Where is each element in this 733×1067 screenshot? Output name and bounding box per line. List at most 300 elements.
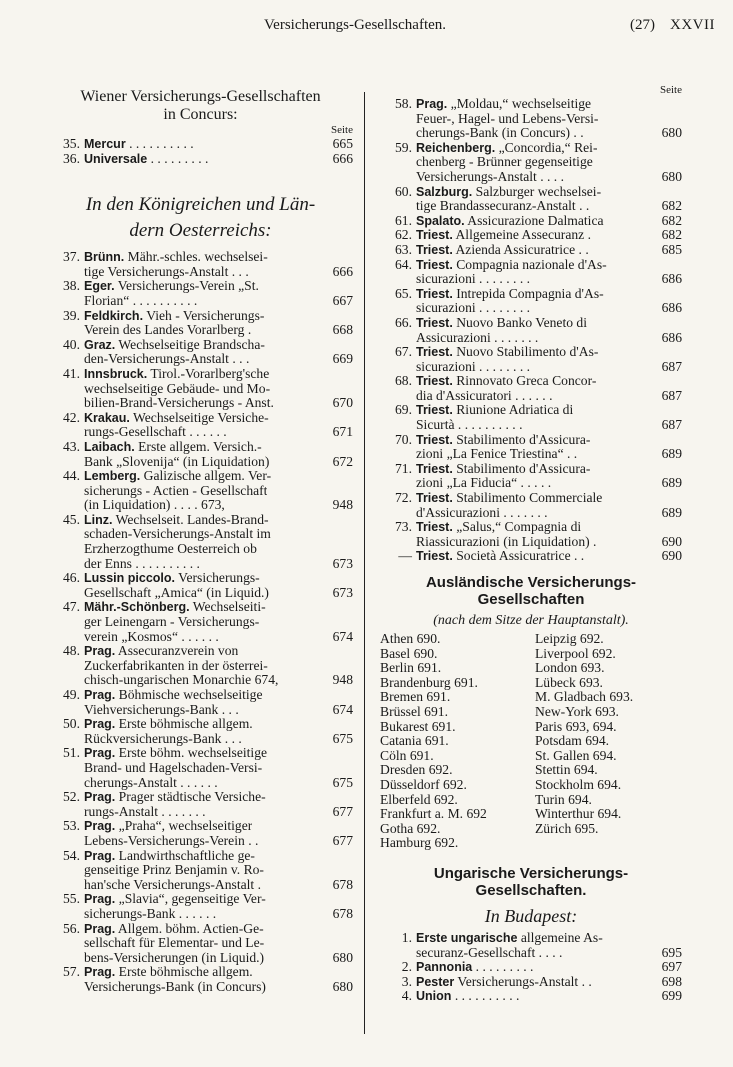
page-reference: 948 [332, 672, 353, 688]
list-item [48, 152, 353, 167]
entry-text: Prag. „Slavia“, gegenseitige Ver- [84, 892, 266, 907]
entry-text: Prag. Landwirthschaftliche ge- [84, 848, 255, 863]
entry-line [84, 527, 353, 542]
entry-place-name: Graz. [84, 337, 116, 352]
entry-text: Prag. „Moldau,“ wechselseitige [416, 97, 592, 111]
city-entry: Turin 694. [535, 791, 592, 807]
entry-text: Linz. Wechselseit. Landes-Brand- [84, 512, 269, 527]
entry-text: Feldkirch. Vieh - Versicherungs- [84, 308, 265, 323]
city-entry: Frankfurt a. M. 692 [380, 806, 487, 822]
entry-number: 42. [63, 409, 80, 425]
vienna-concurs-heading: Wiener Versicherungs-Gesellschaften in Concurs: [80, 88, 321, 123]
entry-place-name: Innsbruck. [84, 366, 148, 381]
entry-text: sicurazioni . . . . . . . . [416, 301, 531, 316]
entry-text: cherungs-Anstalt . . . . . . [84, 775, 218, 790]
seite-label: Seite [660, 84, 682, 96]
entry-line [416, 141, 682, 156]
entry-place-name: Triest. [416, 257, 453, 272]
concurs-list [48, 137, 353, 166]
list-item [48, 819, 353, 848]
entry-text: sicurazioni . . . . . . . . [416, 359, 531, 374]
entry-number: 46. [63, 570, 80, 586]
entry-text: bens-Versicherungen (in Liquid.) [84, 950, 265, 965]
entry-text: Versicherungs-Anstalt . . . . [416, 169, 564, 184]
page-reference: 669 [332, 351, 353, 367]
entry-line [416, 389, 682, 404]
entry-place-name: Mercur [84, 137, 126, 151]
city-entry: Bremen 691. [380, 689, 451, 705]
page-reference: 677 [332, 832, 353, 848]
city-entry: Cöln 691. [380, 747, 434, 763]
list-item [380, 141, 682, 185]
entry-number: 53. [63, 818, 80, 834]
page-reference: 690 [661, 548, 682, 564]
list-item [380, 491, 682, 520]
entry-place-name: Triest. [416, 403, 453, 418]
entry-line [84, 688, 353, 703]
entry-line [84, 396, 353, 411]
entry-place-name: Triest. [416, 228, 453, 243]
entry-text: verein „Kosmos“ . . . . . . [84, 629, 219, 644]
entry-text: chenberg - Brünner gegenseitige [416, 155, 593, 170]
entry-place-name: Triest. [416, 491, 453, 506]
entry-line [416, 549, 682, 564]
entry-text: Florian“ . . . . . . . . . . [84, 293, 198, 308]
list-item [380, 228, 682, 243]
entry-text: Triest. „Salus,“ Compagnia di [416, 520, 582, 535]
column-divider [364, 92, 365, 1034]
entry-text: Pannonia . . . . . . . . . [416, 960, 534, 975]
entry-text: rungs-Gesellschaft . . . . . . [84, 425, 227, 440]
hungarian-companies-heading: Ungarische Versicherungs- Gesellschaften. [433, 864, 629, 899]
entry-place-name: Prag. [84, 848, 116, 863]
city-entry: Hamburg 692. [380, 835, 459, 851]
entry-line [416, 520, 682, 535]
page-reference: 689 [661, 446, 682, 462]
entry-line [84, 338, 353, 353]
page-reference: 685 [661, 241, 682, 257]
seite-label: Seite [331, 124, 353, 136]
entry-line [416, 228, 682, 243]
entry-place-name: Lemberg. [84, 469, 141, 484]
entry-text: den-Versicherungs-Anstalt . . . [84, 352, 250, 367]
entry-number: 49. [63, 687, 80, 702]
page-reference: 673 [332, 555, 353, 571]
entry-text: Prag. Erste böhm. wechselseitige [84, 746, 268, 761]
entry-text: Feuer-, Hagel- und Lebens-Versi- [416, 111, 599, 126]
list-item [380, 549, 682, 564]
entry-text: dia d'Assicuratori . . . . . . [416, 388, 553, 403]
entry-text: Prag. Allgem. böhm. Actien-Ge- [84, 921, 264, 936]
entry-text: Innsbruck. Tirol.-Vorarlberg'sche [84, 366, 270, 381]
entry-line [416, 506, 682, 521]
city-entry: London 693. [535, 660, 605, 676]
page-reference: 948 [332, 497, 353, 513]
entry-text: Mercur . . . . . . . . . . [84, 137, 194, 151]
entry-number: 55. [63, 891, 80, 907]
entry-place-name: Triest. [416, 286, 453, 301]
entry-line [84, 586, 353, 601]
list-item [48, 922, 353, 966]
entry-line [416, 476, 682, 491]
entry-place-name: Salzburg. [416, 184, 473, 199]
entry-text: Pester Versicherungs-Anstalt . . [416, 974, 592, 989]
page-reference: 675 [332, 730, 353, 746]
entry-line [84, 557, 353, 572]
entry-text: sellschaft für Elementar- und Le- [84, 936, 265, 951]
entry-line [84, 761, 353, 776]
entry-line [416, 975, 682, 990]
page-reference: 671 [332, 424, 353, 440]
entry-text: schaden-Versicherungs-Anstalt im [84, 527, 271, 542]
entry-number: 58. [395, 96, 412, 111]
entry-line [84, 819, 353, 834]
entry-text: Triest. Stabilimento Commerciale [416, 491, 603, 506]
entry-place-name: Mähr.-Schönberg. [84, 600, 190, 615]
entry-line [84, 323, 353, 338]
entry-line [416, 258, 682, 273]
left-column [48, 88, 353, 994]
city-entry: Basel 690. [380, 645, 438, 661]
entry-place-name: Universale [84, 151, 148, 166]
entry-place-name: Prag. [416, 97, 448, 111]
list-item [380, 520, 682, 549]
entry-line [84, 790, 353, 805]
entry-number: 52. [63, 789, 80, 805]
list-item [48, 513, 353, 571]
entry-line [416, 214, 682, 229]
entry-text: zioni „La Fenice Triestina“ . . [416, 447, 578, 462]
entry-line [84, 630, 353, 645]
entry-number: 57. [63, 964, 80, 980]
entry-line [84, 294, 353, 309]
entry-line [84, 279, 353, 294]
entry-text: Lemberg. Galizische allgem. Ver- [84, 469, 272, 484]
page-reference: 697 [661, 959, 682, 975]
list-item [48, 746, 353, 790]
entry-line [84, 922, 353, 937]
entry-line [84, 615, 353, 630]
kingdoms-heading: In den Königreichen und Län- dern Oesterreichs: [85, 194, 316, 242]
city-entry: Lübeck 693. [535, 674, 603, 690]
page-reference: 678 [332, 876, 353, 892]
entry-place-name: Triest. [416, 520, 453, 535]
list-item [380, 97, 682, 141]
entry-line [416, 447, 682, 462]
entry-text: Triest. Azienda Assicuratrice . . [416, 242, 589, 257]
list-item [380, 960, 682, 975]
entry-text: bilien-Brand-Versicherungs - Anst. [84, 396, 274, 411]
entry-text: sicherungs-Bank . . . . . . [84, 906, 217, 921]
entry-number: 60. [395, 183, 412, 199]
page-reference: 672 [332, 453, 353, 469]
entry-line [84, 484, 353, 499]
entry-line [84, 644, 353, 659]
list-item [48, 892, 353, 921]
page-reference: 682 [661, 212, 682, 228]
entry-number: 73. [395, 519, 412, 535]
page-reference: 680 [661, 168, 682, 184]
entry-line [416, 199, 682, 214]
city-entry: New-York 693. [535, 703, 619, 719]
entry-number: 2. [401, 959, 412, 975]
entry-place-name: Prag. [84, 921, 116, 936]
entry-line [84, 382, 353, 397]
entry-text: Brand- und Hagelschaden-Versi- [84, 760, 263, 775]
page-reference: 682 [661, 198, 682, 214]
list-item [380, 287, 682, 316]
entry-number: 41. [63, 365, 80, 381]
entry-number: 45. [63, 511, 80, 527]
page-reference: 689 [661, 504, 682, 520]
entry-number: 64. [395, 256, 412, 272]
entry-line [84, 411, 353, 426]
entry-line [84, 732, 353, 747]
foreign-companies-heading: Ausländische Versicherungs- Gesellschaften [425, 574, 637, 608]
list-item [380, 931, 682, 960]
page-reference: 682 [661, 227, 682, 243]
list-item [48, 469, 353, 513]
entry-place-name: Brünn. [84, 250, 125, 265]
entry-line [84, 571, 353, 586]
foreign-subheading: (nach dem Sitze der Hauptanstalt). [433, 613, 629, 628]
entry-line [416, 301, 682, 316]
entry-place-name: Triest. [416, 345, 453, 360]
entry-line [416, 462, 682, 477]
entry-line [416, 433, 682, 448]
entry-text: (in Liquidation) . . . . 673, [84, 498, 225, 513]
entry-number: 47. [63, 599, 80, 615]
entry-text: Mähr.-Schönberg. Wechselseiti- [84, 600, 266, 615]
entry-line [84, 600, 353, 615]
city-entry: Gotha 692. [380, 820, 441, 836]
entry-text: Triest. Compagnia nazionale d'As- [416, 257, 607, 272]
entry-line [416, 418, 682, 433]
entry-line [84, 878, 353, 893]
entry-text: Prag. Prager städtische Versiche- [84, 790, 266, 805]
entry-place-name: Prag. [84, 688, 116, 702]
entry-place-name: Triest. [416, 432, 453, 447]
entry-text: der Enns . . . . . . . . . . [84, 556, 200, 571]
entry-text: Triest. Stabilimento d'Assicura- [416, 432, 591, 447]
entry-line [416, 272, 682, 287]
entry-line [416, 374, 682, 389]
page-reference: 680 [332, 949, 353, 965]
entry-text: Universale . . . . . . . . . [84, 151, 209, 166]
entry-number: 59. [395, 139, 412, 155]
entry-text: Gesellschaft „Amica“ (in Liquid.) [84, 585, 269, 600]
city-entry: Bukarest 691. [380, 718, 456, 734]
entry-number: 63. [395, 241, 412, 257]
list-item [380, 185, 682, 214]
page-reference: 695 [661, 944, 682, 960]
entry-number: — [398, 548, 412, 564]
entry-number: 37. [63, 249, 80, 265]
entry-place-name: Lussin piccolo. [84, 571, 175, 586]
entry-line [84, 352, 353, 367]
entry-line [416, 155, 682, 170]
entry-text: Laibach. Erste allgem. Versich.- [84, 439, 262, 454]
entry-line [416, 345, 682, 360]
entry-line [416, 491, 682, 506]
entry-line [84, 152, 353, 167]
entry-text: Union . . . . . . . . . . [416, 989, 520, 1004]
entry-text: Prag. Assecuranzverein von [84, 644, 239, 659]
entry-line [84, 863, 353, 878]
entry-text: Prag. „Praha“, wechselseitiger [84, 819, 253, 834]
entry-text: Prag. Erste böhmische allgem. [84, 717, 253, 732]
list-item [380, 243, 682, 258]
entry-text: sicherungs - Actien - Gesellschaft [84, 483, 268, 498]
list-item [48, 250, 353, 279]
entry-place-name: Triest. [416, 461, 453, 476]
entry-line [84, 542, 353, 557]
entry-place-name: Prag. [84, 746, 116, 761]
entry-text: cherungs-Bank (in Concurs) . . [416, 126, 584, 141]
entry-number: 44. [63, 468, 80, 484]
page-reference: 674 [332, 628, 353, 644]
city-entry: Potsdam 694. [535, 733, 610, 749]
entry-line [84, 980, 353, 995]
entry-line [416, 989, 682, 1004]
entry-text: chisch-ungarischen Monarchie 674, [84, 673, 279, 688]
city-entry: Berlin 691. [380, 660, 442, 676]
list-item [48, 571, 353, 600]
entry-number: 50. [63, 716, 80, 732]
entry-place-name: Triest. [416, 374, 453, 389]
page-reference: 677 [332, 803, 353, 819]
list-item [48, 790, 353, 819]
page-reference: 687 [661, 358, 682, 374]
entry-number: 67. [395, 344, 412, 360]
entry-place-name: Reichenberg. [416, 140, 496, 155]
entry-number: 39. [63, 307, 80, 323]
entry-line [416, 535, 682, 550]
page-number: (27) [630, 17, 655, 33]
entry-line [84, 469, 353, 484]
entry-text: Triest. Nuovo Banko Veneto di [416, 315, 587, 330]
entry-line [416, 126, 682, 141]
city-entry: Paris 693, 694. [535, 718, 617, 734]
kingdoms-list [48, 250, 353, 994]
entry-place-name: Triest. [416, 242, 453, 257]
entry-text: Bank „Slovenija“ (in Liquidation) [84, 454, 270, 469]
city-entry: Elberfeld 692. [380, 791, 458, 807]
entry-number: 71. [395, 460, 412, 476]
entry-line [84, 250, 353, 265]
entry-place-name: Prag. [84, 790, 116, 805]
entry-line [416, 97, 682, 112]
entry-text: Graz. Wechselseitige Brandscha- [84, 337, 265, 352]
roman-page-number: XXVII [670, 17, 715, 33]
entry-text: Triest. Società Assicuratrice . . [416, 549, 585, 564]
entry-line [84, 440, 353, 455]
list-item [380, 989, 682, 1004]
entry-text: Triest. Riunione Adriatica di [416, 403, 574, 418]
entry-text: Erzherzogthume Oesterreich ob [84, 542, 257, 557]
entry-number: 51. [63, 745, 80, 761]
page-reference: 698 [661, 973, 682, 989]
entry-text: wechselseitige Gebäude- und Mo- [84, 381, 271, 396]
entry-text: tige Brandassecuranz-Anstalt . . [416, 199, 590, 214]
entry-text: Versicherungs-Bank (in Concurs) [84, 979, 266, 994]
entry-line [416, 960, 682, 975]
entry-line [84, 849, 353, 864]
page-header [40, 17, 715, 38]
entry-text: Triest. Allgemeine Assecuranz . [416, 228, 591, 243]
entry-line [416, 243, 682, 258]
page-reference: 665 [332, 136, 353, 151]
entry-text: Triest. Nuovo Stabilimento d'As- [416, 345, 599, 360]
city-entry: Brüssel 691. [380, 703, 448, 719]
list-item [380, 433, 682, 462]
entry-place-name: Linz. [84, 512, 113, 527]
entry-line [84, 776, 353, 791]
entry-place-name: Union [416, 989, 452, 1004]
entry-number: 70. [395, 431, 412, 447]
entry-text: Prag. Erste böhmische allgem. [84, 965, 253, 980]
entry-place-name: Feldkirch. [84, 308, 144, 323]
entry-line [84, 703, 353, 718]
entry-number: 4. [401, 988, 412, 1004]
entry-place-name: Prag. [84, 892, 116, 907]
entry-number: 66. [395, 314, 412, 330]
entry-text: Verein des Landes Vorarlberg . [84, 323, 252, 338]
city-entry: Zürich 695. [535, 820, 599, 836]
entry-number: 1. [401, 929, 412, 945]
entry-line [84, 805, 353, 820]
entry-line [416, 360, 682, 375]
entry-text: ger Leinengarn - Versicherungs- [84, 615, 260, 630]
list-item [380, 403, 682, 432]
city-entry [535, 836, 682, 851]
entry-place-name: Krakau. [84, 410, 130, 425]
list-item [48, 309, 353, 338]
city-entry: Catania 691. [380, 733, 449, 749]
entry-line [84, 936, 353, 951]
entry-number: 68. [395, 373, 412, 389]
entry-text: Rückversicherungs-Bank . . . [84, 731, 242, 746]
entry-place-name: Erste ungarische [416, 930, 518, 945]
page-reference: 687 [661, 387, 682, 403]
entry-text: rungs-Anstalt . . . . . . . [84, 804, 206, 819]
list-item [48, 367, 353, 411]
page-reference: 690 [661, 533, 682, 549]
entry-place-name: Prag. [84, 717, 116, 732]
page-reference: 678 [332, 905, 353, 921]
entry-line [416, 946, 682, 961]
list-item [380, 462, 682, 491]
entry-line [416, 185, 682, 200]
entry-text: Krakau. Wechselseitige Versiche- [84, 410, 269, 425]
page-reference: 666 [332, 150, 353, 166]
city-entry: Athen 690. [380, 631, 441, 646]
entry-number: 61. [395, 212, 412, 228]
page-reference: 680 [332, 978, 353, 994]
entry-text: Assicurazioni . . . . . . . [416, 330, 539, 345]
city-entry: Liverpool 692. [535, 645, 616, 661]
entry-text: Prag. Böhmische wechselseitige [84, 688, 263, 702]
page-reference: 689 [661, 475, 682, 491]
city-index [380, 632, 682, 851]
entry-number: 35. [63, 136, 80, 151]
entry-line [84, 137, 353, 152]
list-item [48, 849, 353, 893]
list-item [380, 374, 682, 403]
entry-line [84, 834, 353, 849]
entry-text: Zuckerfabrikanten in der österrei- [84, 658, 268, 673]
right-column [380, 84, 682, 1004]
